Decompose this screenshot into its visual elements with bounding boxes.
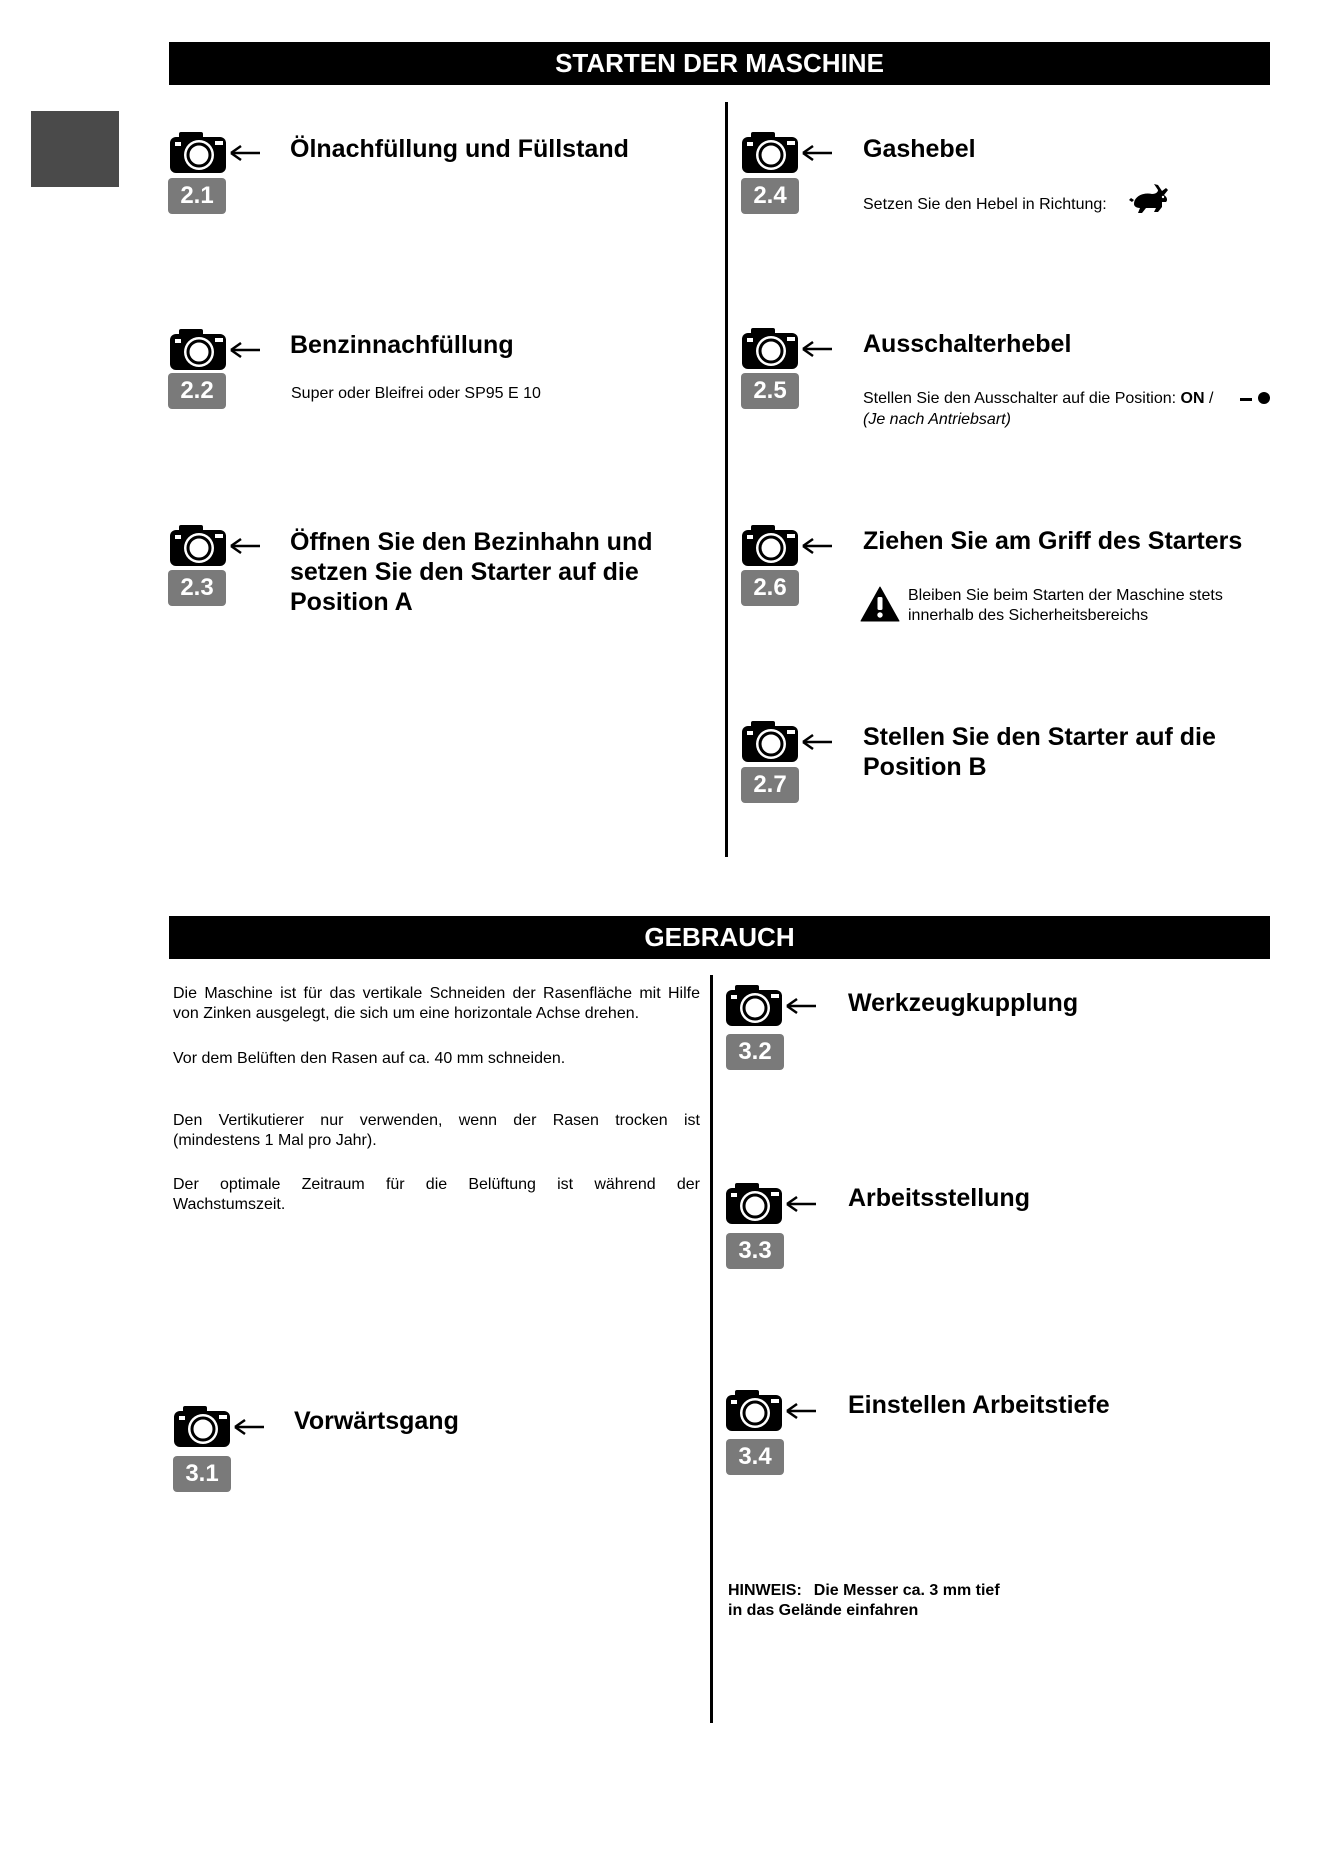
- step-badge: 2.3: [168, 570, 226, 606]
- camera-icon: [169, 131, 261, 175]
- step-title: Öffnen Sie den Bezinhahn und setzen Sie den Starter auf die Position A: [290, 528, 653, 616]
- step-title: Ausschalterhebel: [863, 330, 1072, 358]
- step-title: Arbeitsstellung: [848, 1184, 1030, 1212]
- column-divider: [710, 975, 713, 1723]
- step-badge: 2.6: [741, 570, 799, 606]
- step-title: Ölnachfüllung und Füllstand: [290, 135, 629, 163]
- step-badge: 3.1: [173, 1456, 231, 1492]
- step-badge: 2.1: [168, 178, 226, 214]
- dot-icon: [1258, 392, 1270, 404]
- step-badge: 2.5: [741, 373, 799, 409]
- warning-icon: [860, 586, 900, 622]
- step-title: Vorwärtsgang: [294, 1407, 459, 1435]
- step-note: (Je nach Antriebsart): [863, 411, 1011, 428]
- step-title: Stellen Sie den Starter auf die Position B: [863, 723, 1216, 781]
- intro-paragraph: Die Maschine ist für das vertikale Schneiden der Rasenfläche mit Hilfe von Zinken ausgelegt, die sich um eine horizontale Achse drehen.: [173, 985, 700, 1022]
- rabbit-icon: [1128, 182, 1170, 218]
- step-text: Setzen Sie den Hebel in Richtung:: [863, 196, 1107, 213]
- step-title: Ziehen Sie am Griff des Starters: [863, 527, 1243, 555]
- step-badge: 2.4: [741, 178, 799, 214]
- chapter-tab: [31, 111, 119, 187]
- step-text: Stellen Sie den Ausschalter auf die Position: ON /: [863, 389, 1213, 409]
- camera-icon: [725, 984, 817, 1028]
- step-badge: 3.2: [726, 1034, 784, 1070]
- section-header-starten: STARTEN DER MASCHINE: [169, 42, 1270, 85]
- hinweis-note: HINWEIS: Die Messer ca. 3 mm tief in das Gelände einfahren: [728, 1582, 1000, 1619]
- camera-icon: [169, 328, 261, 372]
- step-title: Benzinnachfüllung: [290, 331, 514, 359]
- camera-icon: [741, 131, 833, 175]
- step-title: Einstellen Arbeitstiefe: [848, 1391, 1110, 1419]
- camera-icon: [725, 1389, 817, 1433]
- step-title: Gashebel: [863, 135, 976, 163]
- camera-icon: [741, 524, 833, 568]
- step-text: Super oder Bleifrei oder SP95 E 10: [291, 385, 541, 402]
- step-badge: 2.7: [741, 767, 799, 803]
- column-divider: [725, 102, 728, 857]
- intro-paragraph: Der optimale Zeitraum für die Belüftung ist während der Wachstumszeit.: [173, 1176, 700, 1213]
- section-header-gebrauch: GEBRAUCH: [169, 916, 1270, 959]
- step-badge: 2.2: [168, 373, 226, 409]
- step-title: Werkzeugkupplung: [848, 989, 1079, 1017]
- warning-text: Bleiben Sie beim Starten der Maschine stets innerhalb des Sicherheitsbereichs: [908, 587, 1223, 624]
- camera-icon: [741, 720, 833, 764]
- camera-icon: [725, 1182, 817, 1226]
- intro-paragraph: Den Vertikutierer nur verwenden, wenn der Rasen trocken ist (mindestens 1 Mal pro Jahr).: [173, 1112, 700, 1149]
- camera-icon: [741, 327, 833, 371]
- dash-icon: [1240, 398, 1252, 401]
- step-badge: 3.3: [726, 1233, 784, 1269]
- intro-paragraph: Vor dem Belüften den Rasen auf ca. 40 mm schneiden.: [173, 1050, 566, 1067]
- camera-icon: [173, 1405, 265, 1449]
- step-badge: 3.4: [726, 1439, 784, 1475]
- camera-icon: [169, 524, 261, 568]
